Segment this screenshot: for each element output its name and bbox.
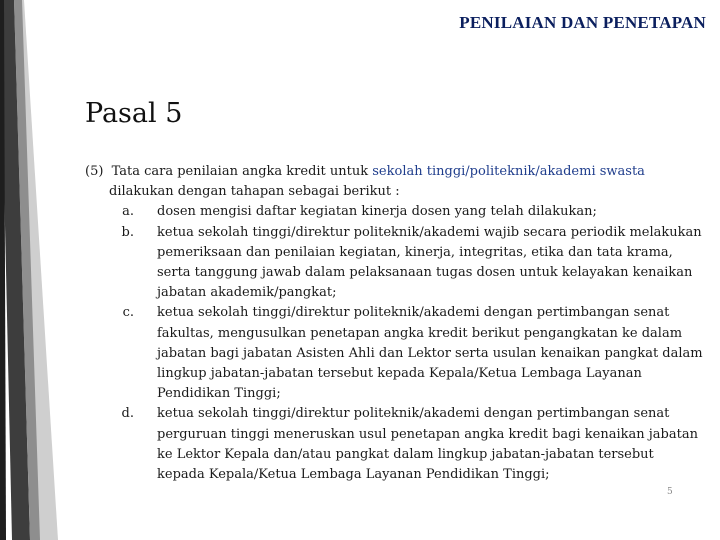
item-text: ketua sekolah tinggi/direktur politeknik/akademi wajib secara periodik melakukan pemeriksaan dan penilaian kegiatan, kinerja, integritas, etika dan tata krama, serta tanggung jawab dalam pelaksanaan tugas dosen untuk kelayakan kenaikan jabatan akademik/pangkat; <box>157 224 702 301</box>
list-item <box>85 223 705 304</box>
item-text: dosen mengisi daftar kegiatan kinerja dosen yang telah dilakukan; <box>157 204 597 220</box>
item-letter: b. <box>121 224 134 240</box>
list-item <box>85 404 705 485</box>
intro-paragraph <box>85 162 705 202</box>
slide-header: PENILAIAN DAN PENETAPAN <box>459 13 706 32</box>
item-letter: c. <box>122 305 134 321</box>
item-list <box>85 202 705 485</box>
page-number: 5 <box>667 487 673 497</box>
intro-suffix: dilakukan dengan tahapan sebagai berikut : <box>109 184 400 200</box>
item-text: ketua sekolah tinggi/direktur politeknik/akademi dengan pertimbangan senat perguruan tinggi meneruskan usul penetapan angka kredit bagi kenaikan jabatan ke Lektor Kepala dan/atau pangkat dalam lingkup jabatan-jabatan tersebut kepada Kepala/Ketua Lembaga Layanan Pendidikan Tinggi; <box>157 406 698 483</box>
item-letter: a. <box>122 204 134 220</box>
slide-title: Pasal 5 <box>85 98 183 129</box>
paragraph-number: (5) <box>85 164 104 179</box>
list-item <box>85 202 705 222</box>
intro-highlight: sekolah tinggi/politeknik/akademi swasta <box>372 164 645 179</box>
decorative-stripes <box>0 0 60 540</box>
intro-prefix: Tata cara penilaian angka kredit untuk <box>111 164 369 179</box>
article-content <box>85 162 705 485</box>
item-text: ketua sekolah tinggi/direktur politeknik/akademi dengan pertimbangan senat fakultas, mengusulkan penetapan angka kredit berikut pengangkatan ke dalam jabatan bagi jabatan Asisten Ahli dan Lektor serta usulan kenaikan pangkat dalam lingkup jabatan-jabatan tersebut kepada Kepala/Ketua Lembaga Layanan Pendidikan Tinggi; <box>157 305 703 402</box>
item-letter: d. <box>121 406 134 422</box>
list-item <box>85 303 705 404</box>
